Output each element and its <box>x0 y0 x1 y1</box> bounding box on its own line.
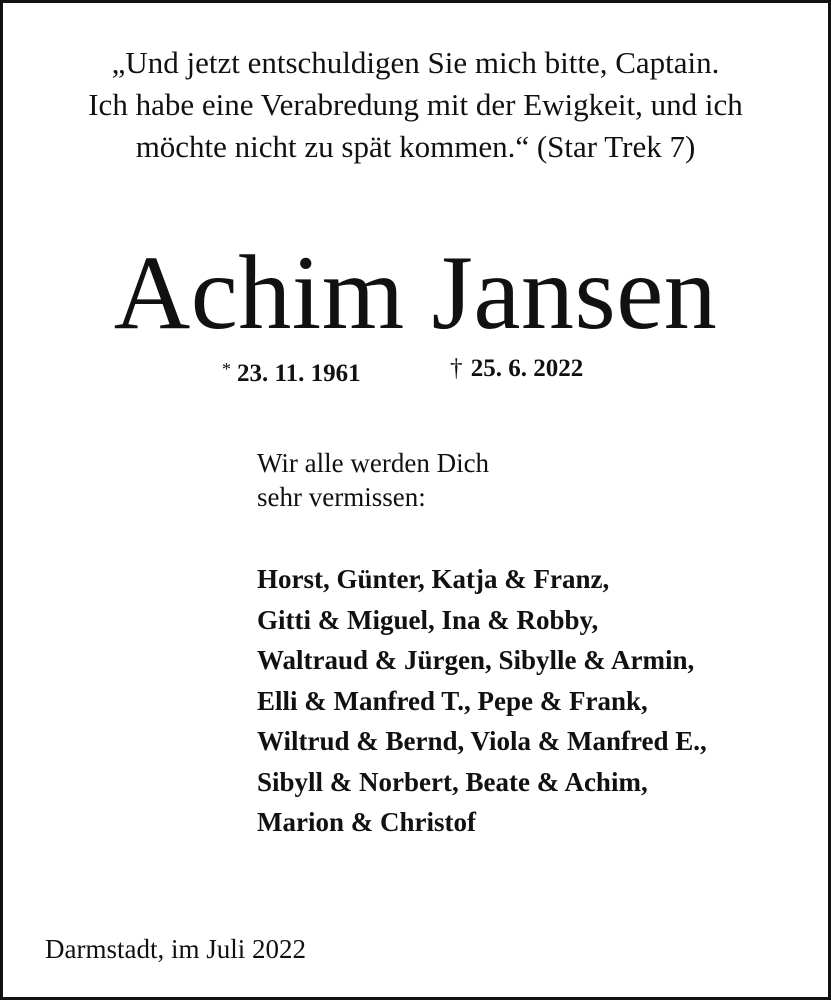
mourners-line: Gitti & Miguel, Ina & Robby, <box>257 604 599 635</box>
quote-line: „Und jetzt entschuldigen Sie mich bitte, Captain. <box>111 45 720 80</box>
mourners-line: Marion & Christof <box>257 807 476 837</box>
deceased-name: Achim Jansen <box>113 234 718 351</box>
mourners-line: Wiltrud & Bernd, Viola & Manfred E., <box>257 726 707 756</box>
mourners-list <box>257 559 707 843</box>
death-date-value: 25. 6. 2022 <box>470 355 584 382</box>
place-and-date: Darmstadt, im Juli 2022 <box>45 934 306 964</box>
death-symbol: † <box>450 355 463 382</box>
quote-line: möchte nicht zu spät kommen.“ (Star Trek 7) <box>135 129 696 164</box>
birth-symbol: * <box>222 359 231 379</box>
mourners-line: Elli & Manfred T., Pepe & Frank, <box>257 685 648 716</box>
quote <box>20 42 811 168</box>
farewell-line: sehr vermissen: <box>257 482 426 512</box>
farewell-text <box>257 446 489 514</box>
birth-date-value: 23. 11. 1961 <box>237 360 361 387</box>
birth-date <box>222 352 361 391</box>
mourners-line: Horst, Günter, Katja & Franz, <box>257 564 610 594</box>
farewell-line: Wir alle werden Dich <box>257 448 490 478</box>
mourners-line: Waltraud & Jürgen, Sibylle & Armin, <box>257 645 695 675</box>
quote-line: Ich habe eine Verabredung mit der Ewigkeit, und ich <box>88 87 743 122</box>
mourners-line: Sibyll & Norbert, Beate & Achim, <box>257 766 648 797</box>
death-date <box>450 352 583 386</box>
